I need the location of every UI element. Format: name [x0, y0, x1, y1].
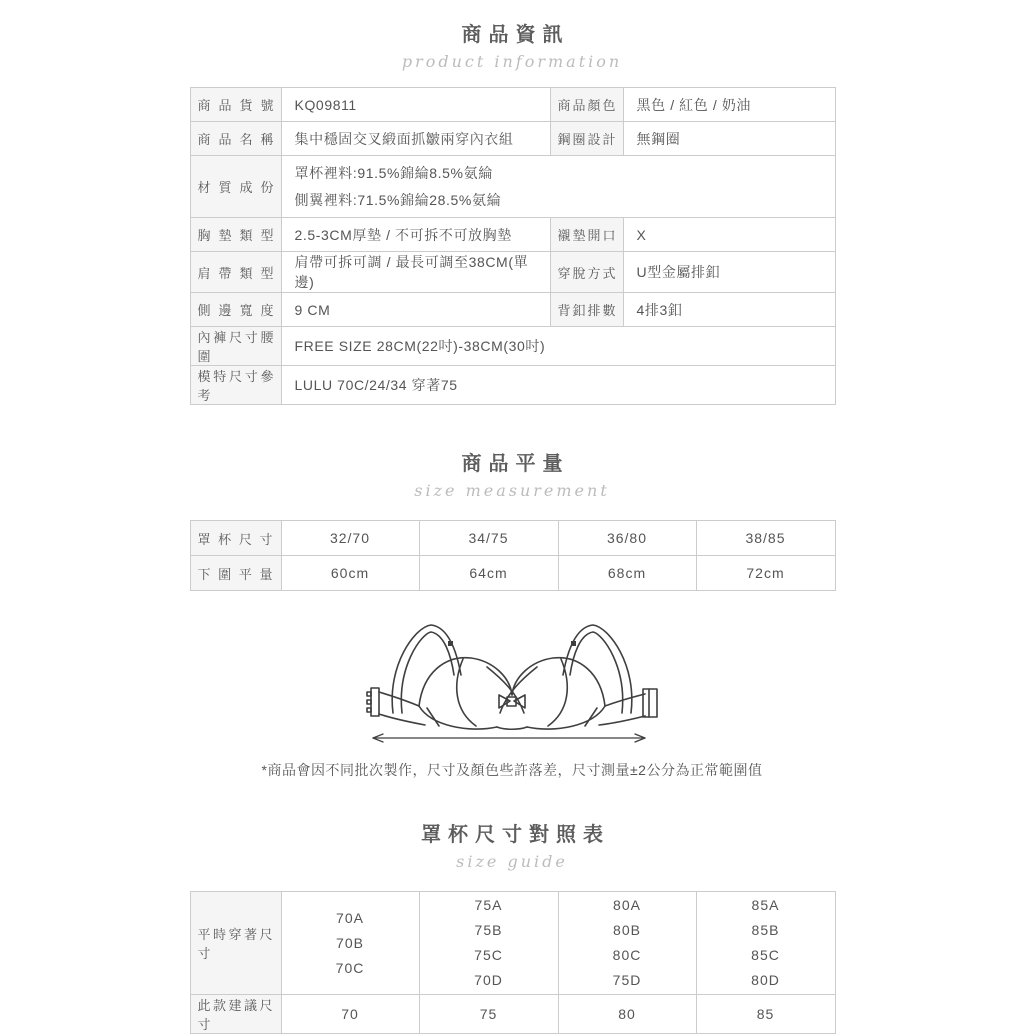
- material-line-1: 罩杯裡料:91.5%錦綸8.5%氨綸: [294, 165, 493, 181]
- size-option: 70D: [474, 972, 503, 988]
- section-head-measurement: [190, 447, 835, 500]
- size-option: 85A: [751, 897, 780, 913]
- size-guide-subtitle-script: size guide: [456, 852, 568, 871]
- table-row-sku: [190, 88, 835, 122]
- cell-size: 34/75: [419, 521, 558, 556]
- row-value: 4排3釦: [623, 293, 835, 327]
- table-row-recommended-size: [190, 995, 835, 1034]
- row-label: 胸墊類型: [190, 218, 281, 252]
- row-label: 下圍平量: [190, 556, 281, 591]
- row-label: 商品貨號: [190, 88, 281, 122]
- material-line-2: 側翼裡料:71.5%錦綸28.5%氨綸: [294, 192, 502, 208]
- row-value: 集中穩固交叉緞面抓皺兩穿內衣組: [281, 122, 550, 156]
- size-option: 70C: [335, 959, 365, 976]
- row-label: 肩帶類型: [190, 252, 281, 293]
- size-guide-title: 罩杯尺寸對照表: [421, 824, 610, 846]
- measurement-title: 商品平量: [461, 453, 570, 475]
- table-row-underband: [190, 556, 835, 591]
- row-label: 內褲尺寸腰圍: [190, 327, 281, 366]
- row-value: U型金屬排釦: [623, 252, 835, 293]
- cell-measure: 68cm: [558, 556, 696, 591]
- row-value: FREE SIZE 28CM(22吋)-38CM(30吋): [281, 327, 835, 366]
- row-label: 鋼圈設計: [550, 122, 623, 156]
- cell-size-list: [419, 892, 558, 995]
- size-option: 70B: [336, 934, 364, 951]
- row-value: 黑色 / 紅色 / 奶油: [623, 88, 835, 122]
- row-label: 平時穿著尺寸: [190, 892, 281, 995]
- page-subtitle-script: product information: [401, 52, 623, 71]
- cell-recommended: 75: [419, 995, 558, 1034]
- row-label: 此款建議尺寸: [190, 995, 281, 1034]
- row-value: KQ09811: [281, 88, 550, 122]
- row-value: 肩帶可拆可調 / 最長可調至38CM(單邊): [281, 252, 550, 293]
- row-label: 罩杯尺寸: [190, 521, 281, 556]
- row-label: 商品顏色: [550, 88, 623, 122]
- cell-size: 38/85: [696, 521, 835, 556]
- bra-diagram-container: [190, 615, 835, 780]
- size-option: 85B: [751, 922, 780, 938]
- cell-size-list: [696, 892, 835, 995]
- table-row-strap: [190, 252, 835, 293]
- size-option: 80B: [613, 922, 641, 938]
- row-label: 背釦排數: [550, 293, 623, 327]
- section-head-size-guide: [190, 818, 835, 871]
- size-option: 85C: [751, 947, 780, 963]
- row-label: 模特尺寸參考: [190, 366, 281, 405]
- table-row-name: [190, 122, 835, 156]
- table-row-material: [190, 156, 835, 218]
- size-option: 75D: [612, 972, 642, 988]
- table-row-usual-size: [190, 892, 835, 995]
- table-row-cup-size: [190, 521, 835, 556]
- cell-recommended: 85: [696, 995, 835, 1034]
- row-value: X: [623, 218, 835, 252]
- row-label: 商品名稱: [190, 122, 281, 156]
- size-guide-table: [190, 891, 836, 1034]
- size-option: 75B: [474, 922, 503, 938]
- bra-underband-diagram-icon: [327, 615, 697, 747]
- cell-measure: 64cm: [419, 556, 558, 591]
- measurement-note: *商品會因不同批次製作，尺寸及顏色些許落差，尺寸測量±2公分為正常範圍值: [261, 762, 763, 778]
- row-label: 襯墊開口: [550, 218, 623, 252]
- row-label: 材質成份: [190, 156, 281, 218]
- cell-size-list: [558, 892, 696, 995]
- cell-size: 32/70: [281, 521, 419, 556]
- row-value: 9 CM: [281, 293, 550, 327]
- section-head-info: [190, 18, 835, 71]
- cell-measure: 72cm: [696, 556, 835, 591]
- table-row-padding: [190, 218, 835, 252]
- measurement-table: [190, 520, 836, 591]
- table-row-panty-size: [190, 327, 835, 366]
- table-row-model-ref: [190, 366, 835, 405]
- cell-measure: 60cm: [281, 556, 419, 591]
- product-detail-page: [190, 0, 835, 1034]
- bow-icon: [499, 695, 525, 708]
- row-value: 2.5-3CM厚墊 / 不可拆不可放胸墊: [281, 218, 550, 252]
- row-value: [281, 156, 835, 218]
- table-row-sidewidth: [190, 293, 835, 327]
- row-label: 側邊寬度: [190, 293, 281, 327]
- size-option: 75C: [474, 947, 503, 963]
- row-value: LULU 70C/24/34 穿著75: [281, 366, 835, 405]
- row-label: 穿脫方式: [550, 252, 623, 293]
- size-option: 80D: [751, 972, 780, 988]
- size-option: 75A: [474, 897, 503, 913]
- cell-size-list: [281, 892, 419, 995]
- underband-arrow: [373, 734, 645, 742]
- page-title: 商品資訊: [461, 24, 570, 46]
- size-option: 80A: [613, 897, 641, 913]
- measurement-subtitle-script: size measurement: [414, 481, 610, 500]
- cell-recommended: 80: [558, 995, 696, 1034]
- cell-recommended: 70: [281, 995, 419, 1034]
- size-option: 70A: [336, 909, 364, 926]
- row-value: 無鋼圈: [623, 122, 835, 156]
- cell-size: 36/80: [558, 521, 696, 556]
- product-info-table: [190, 87, 836, 405]
- size-option: 80C: [612, 947, 642, 963]
